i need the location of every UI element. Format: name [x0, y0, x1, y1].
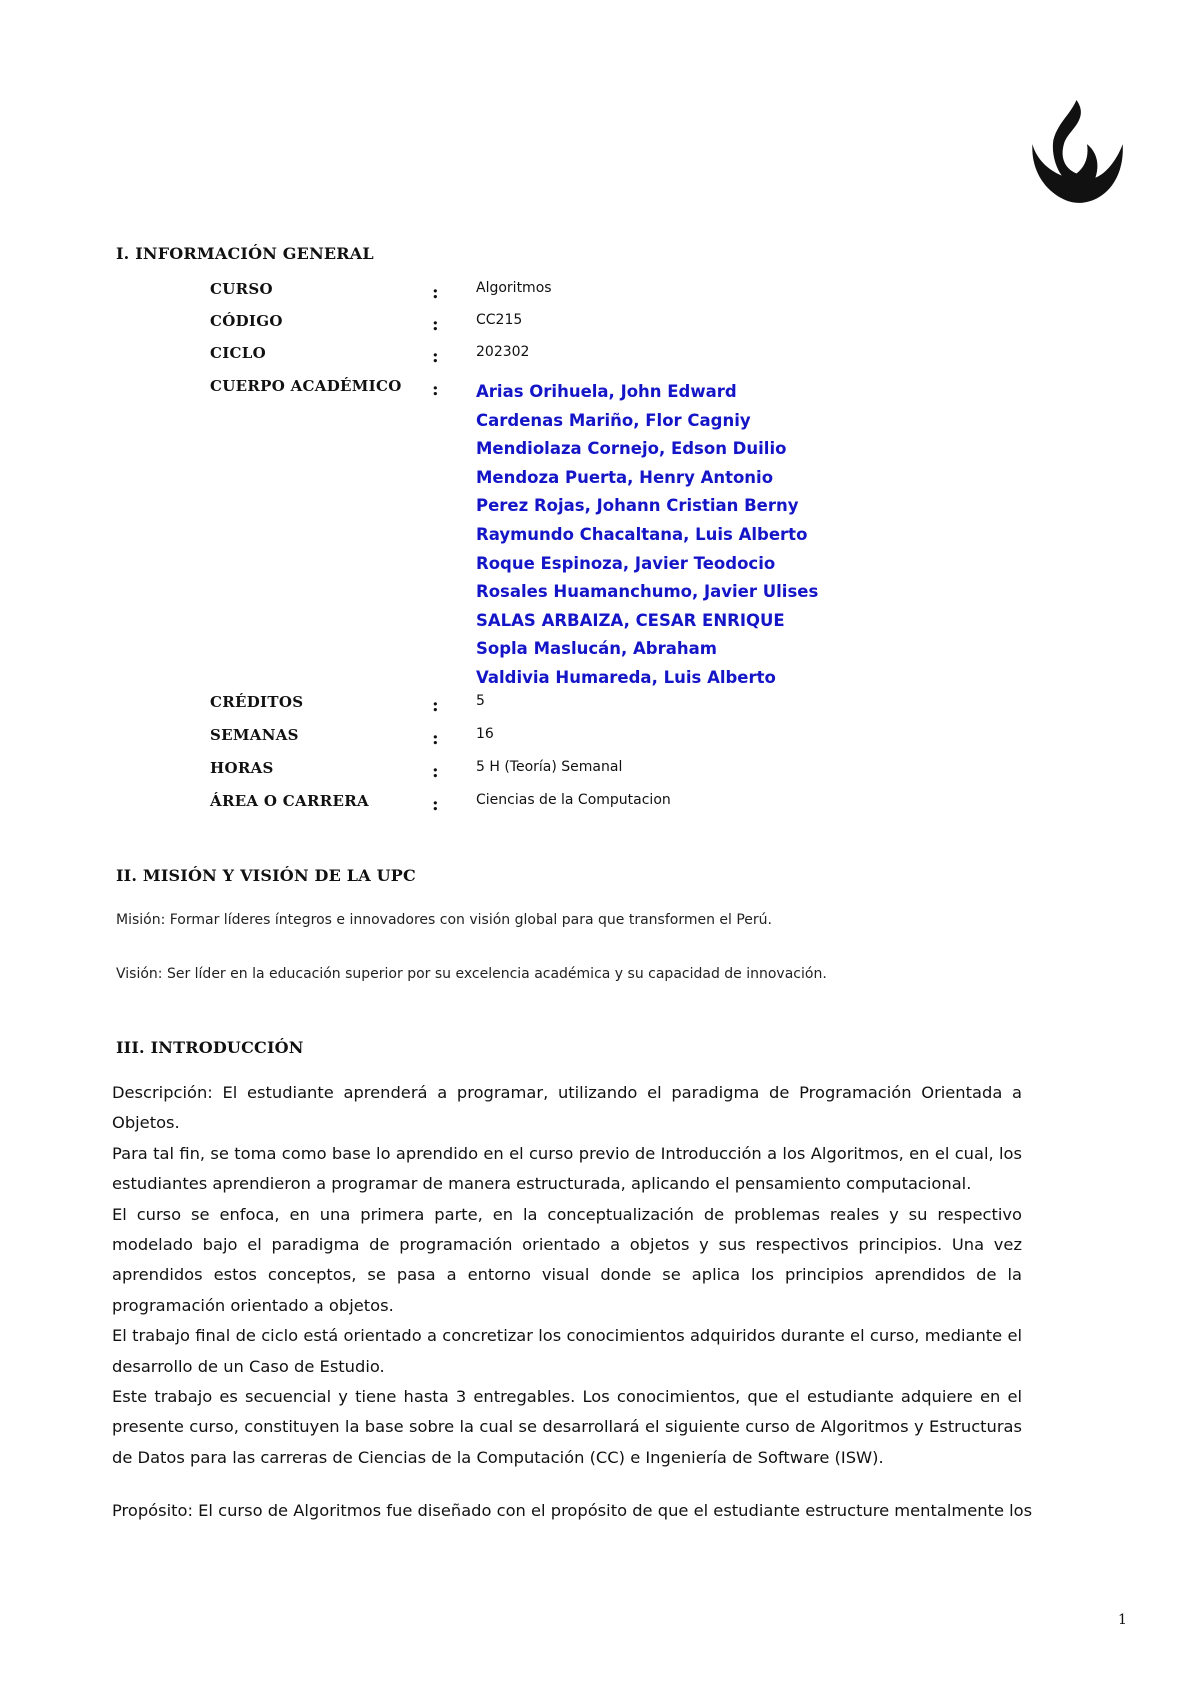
intro-paragraph: El trabajo final de ciclo está orientado a concretizar los conocimientos adquiridos durante el curso, mediante el desarrollo de un Caso de Estudio. [112, 1326, 1022, 1376]
faculty-member: Raymundo Chacaltana, Luis Alberto [476, 524, 808, 544]
faculty-member: Sopla Maslucán, Abraham [476, 639, 717, 659]
colon: : [432, 379, 439, 400]
faculty-member: Cardenas Mariño, Flor Cagniy [476, 410, 751, 430]
faculty-member: Arias Orihuela, John Edward [476, 382, 737, 401]
info-row-codigo [210, 312, 1110, 336]
colon: : [432, 346, 439, 367]
ciclo-value: 202302 [476, 344, 530, 360]
section-general-title: I. INFORMACIÓN GENERAL [116, 244, 374, 263]
info-row-curso [210, 280, 1110, 304]
intro-body [112, 1078, 1022, 1473]
colon: : [432, 314, 439, 335]
faculty-member: Valdivia Humareda, Luis Alberto [476, 667, 776, 687]
colon: : [432, 695, 439, 716]
codigo-value: CC215 [476, 312, 523, 328]
faculty-member: Mendoza Puerta, Henry Antonio [476, 467, 774, 487]
creditos-value: 5 [476, 693, 485, 709]
faculty-list [476, 378, 818, 693]
intro-paragraph: Este trabajo es secuencial y tiene hasta 3 entregables. Los conocimientos, que el estudiante adquiere en el presente curso, constituyen la base sobre la cual se desarrollará el siguiente curso de Algoritmos y Estructuras de Datos para las carreras de Ciencias de la Computación (CC) e Ingeniería de Software (ISW). [112, 1387, 1022, 1467]
page-number: 1 [1118, 1612, 1127, 1628]
info-row-ciclo [210, 344, 1110, 368]
section-mission-title: II. MISIÓN Y VISIÓN DE LA UPC [116, 866, 416, 885]
codigo-label: CÓDIGO [210, 312, 283, 330]
faculty-member: Mendiolaza Cornejo, Edson Duilio [476, 439, 787, 459]
colon: : [432, 728, 439, 749]
info-row-area [210, 792, 1110, 816]
semanas-value: 16 [476, 726, 494, 742]
ciclo-label: CICLO [210, 344, 267, 362]
faculty-member: Roque Espinoza, Javier Teodocio [476, 553, 776, 573]
intro-paragraph: Descripción: El estudiante aprenderá a programar, utilizando el paradigma de Programación Orientada a Objetos. [112, 1083, 1022, 1133]
intro-paragraph: Para tal fin, se toma como base lo aprendido en el curso previo de Introducción a los Algoritmos, en el cual, los estudiantes aprendieron a programar de manera estructurada, aplicando el pensamiento computacional. [112, 1143, 1022, 1194]
intro-paragraph: El curso se enfoca, en una primera parte, en la conceptualización de problemas reales y su respectivo modelado bajo el paradigma de programación orientado a objetos y sus respectivos principios. Una vez aprendidos estos conceptos, se pasa a entorno visual donde se aplica los principios aprendidos de la programación orientado a objetos. [112, 1204, 1022, 1315]
curso-value: Algoritmos [476, 280, 552, 296]
info-row-horas [210, 759, 1110, 783]
mision-text: Misión: Formar líderes íntegros e innovadores con visión global para que transformen el Perú. [116, 912, 773, 928]
info-row-creditos [210, 693, 1110, 717]
horas-value: 5 H (Teoría) Semanal [476, 759, 623, 775]
vision-text: Visión: Ser líder en la educación superior por su excelencia académica y su capacidad de innovación. [116, 966, 827, 982]
colon: : [432, 282, 439, 303]
cuerpo-label: CUERPO ACADÉMICO [210, 377, 402, 395]
section-intro-title: III. INTRODUCCIÓN [116, 1038, 304, 1057]
upc-logo [1024, 100, 1129, 205]
colon: : [432, 761, 439, 782]
curso-label: CURSO [210, 280, 273, 298]
semanas-label: SEMANAS [210, 726, 299, 744]
area-value: Ciencias de la Computacion [476, 792, 671, 808]
creditos-label: CRÉDITOS [210, 693, 304, 711]
info-row-semanas [210, 726, 1110, 750]
faculty-member: Rosales Huamanchumo, Javier Ulises [476, 582, 819, 602]
colon: : [432, 794, 439, 815]
area-label: ÁREA O CARRERA [210, 792, 369, 810]
faculty-member: SALAS ARBAIZA, CESAR ENRIQUE [476, 610, 785, 630]
proposito-text: Propósito: El curso de Algoritmos fue diseñado con el propósito de que el estudiante estructure mentalmente los [112, 1501, 1033, 1520]
horas-label: HORAS [210, 759, 274, 777]
faculty-member: Perez Rojas, Johann Cristian Berny [476, 496, 799, 516]
